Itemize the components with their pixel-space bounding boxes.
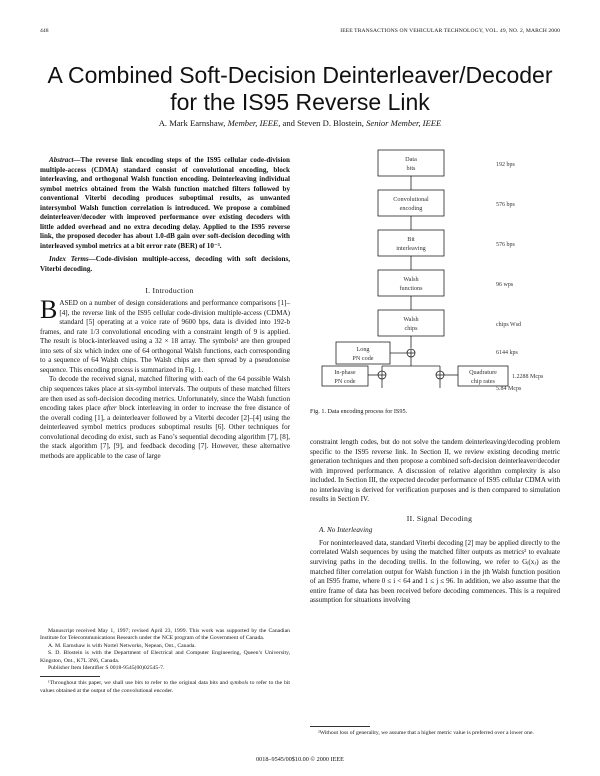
block-walsh-fn-label-2: functions: [399, 285, 423, 292]
intro-p2-emphasis: after: [103, 404, 117, 413]
fn1-part-c: to refer to the bit values obtained at the output of the convolutional encoder.: [40, 680, 290, 694]
title-line-1: A Combined Soft-Decision Deinterleaver/Decoder: [47, 62, 553, 88]
author-1: A. Mark Earnshaw,: [158, 118, 226, 128]
long-pn-label-2: PN code: [352, 355, 374, 362]
footnote-earnshaw: A. M. Earnshaw is with Nortel Networks, Nepean, Ont., Canada.: [48, 642, 196, 649]
fn1-symbols: symbols: [229, 680, 249, 687]
block-data-bits: [378, 150, 444, 176]
author-1-role: Member, IEEE,: [227, 118, 281, 128]
quad-label-2: chip rates: [471, 378, 495, 385]
block-interleave-label-2: interleaving: [396, 245, 426, 252]
block-conv-label-1: Convolutional: [393, 196, 429, 203]
footnote-1: [40, 680, 290, 695]
right-paragraph-3: For noninterleaved data, standard Viterbi decoding [2] may be applied directly to the correlated Walsh sequences by using the matched filter outputs as metrics² to evaluate surviving paths in the decoding trellis. In the following, we refer to Gᵢ(xⱼ) as the matched filter correlation output for Walsh function i in the jth Walsh function position of an IS95 frame, where 0 ≤ i < 64 and 1 ≤ j ≤ 96. In addition, we also assume that the entire frame of data has been received before decoding commences. This is a required assumption for situations involving: [310, 538, 560, 605]
rate-long-pn: 6144 kps: [496, 350, 518, 356]
section-2-heading: II. Signal Decoding: [406, 513, 473, 523]
rate-conv: 576 bps: [496, 202, 515, 208]
section-1-heading: I. Introduction: [145, 285, 194, 295]
author-2-role: Senior Member, IEEE: [366, 118, 442, 128]
footnote-manuscript: Manuscript received May 1, 1997; revised April 23, 1999. This work was supported by the Canadian Institute for Telecommunications Research under the NCE program of the Government of Canada.: [40, 628, 290, 642]
index-terms: [40, 255, 290, 274]
block-walsh-chips: [378, 310, 444, 336]
paper-title: [40, 62, 560, 116]
page-number: 448: [40, 28, 49, 34]
title-line-2: for the IS95 Reverse Link: [170, 89, 430, 115]
author-line: [40, 118, 560, 128]
block-walsh-functions: [378, 270, 444, 296]
figure-1-caption: Fig. 1. Data encoding process for IS95.: [310, 408, 408, 415]
subsection-a-heading: A. No Interleaving: [319, 526, 373, 535]
footnote-blostein: S. D. Blostein is with the Department of Electrical and Computer Engineering, Queen’s University, Kingston, Ont., K7L 3N6, Canada.: [40, 650, 290, 664]
rate-walsh-chips: chips Wsd: [496, 322, 522, 328]
intro-paragraph-1: [40, 295, 290, 375]
left-column: [40, 156, 290, 461]
intro-p2-text-a: To decode the received signal, matched filtering with each of the 64 possible Walsh chip sequences takes place at six-symbol intervals. The outputs of these matched filters are then used as soft-decision decoding metrics. Unfortunately, since the Walsh function encoding takes place: [40, 375, 291, 413]
left-footnotes: [40, 628, 290, 695]
footnote-2: ²Without loss of generality, we assume that a higher metric value is preferred over a lower one.: [318, 730, 534, 736]
fn1-bits: bits: [134, 680, 143, 687]
fn1-part-a: ¹Throughout this paper, we shall use: [48, 680, 135, 687]
right-column: [310, 438, 560, 606]
rate-data-bits: 192 bps: [496, 162, 515, 168]
abstract-label: Abstract—: [49, 156, 81, 164]
rate-walsh-fn: 96 wps: [496, 282, 514, 288]
inphase-label-1: In-phase: [334, 369, 356, 376]
rate-interleave: 576 bps: [496, 242, 515, 248]
right-paragraph-continued: constraint length codes, but do not solve the tandem deinterleaving/decoding problem specific to the IS95 reverse link. In Section II, we review existing decoding metric generation techniques and then propose a combined soft-decision deinterleaver/decoder with improved performance. A discussion of relative algorithm complexity is also included. In Section III, the expected decoder performance of IS95 cellular CDMA with no interleaving is derived for verification purposes and is then compared to simulation results in Section IV.: [310, 438, 560, 504]
rate-output: 5.84 Mcps: [496, 386, 522, 392]
abstract: [40, 156, 290, 251]
page-footer: 0018–9545/00$10.00 © 2000 IEEE: [256, 756, 344, 763]
block-data-bits-label-1: Data: [405, 156, 417, 163]
block-bit-interleaving: [378, 230, 444, 256]
author-and: and: [282, 118, 295, 128]
block-conv-label-2: encoding: [399, 205, 423, 212]
author-2: Steven D. Blostein,: [297, 118, 364, 128]
intro-p2-text-b: block interleaving in order to increase the free distance of the overall coding [1], a deinterleaver followed by a Viterbi decoder [2]–[4] using the deinterleaved symbol metrics produces suboptimal results [6]. Other techniques for convolutional decoding do exist, such as Fano’s sequential decoding algorithm [7], [8], the stack algorithm [7], [9], and feedback decoding [7]. However, these alternative methods are applicable to the case of large: [40, 404, 290, 460]
quad-label-1: Quadrature: [469, 369, 497, 376]
inphase-label-2: PN code: [334, 378, 356, 385]
block-walsh-fn-label-1: Walsh: [403, 276, 419, 283]
intro-paragraph-2: [40, 375, 290, 461]
abstract-text: The reverse link encoding steps of the IS95 cellular code-division multiple-access (CDMA) standard consist of convolutional encoding, block interleaving, and orthogonal Walsh function encoding. Deinterleaving individual symbol metrics obtained from the Walsh function matched filters followed by conventional Viterbi decoding produces suboptimal results, as unwanted intersymbol Walsh function correlation is introduced. We propose a combined deinterleaver/decoder with improved performance over existing decoders with little added overhead and no extra decoding delay. Applied to the IS95 reverse link, the proposed decoder has about 1.0-dB gain over soft-decision decoding with interleaved symbol metrics at a bit error rate (BER) of 10⁻³.: [40, 156, 290, 250]
right-footnote-rule: [310, 726, 370, 727]
running-header: IEEE TRANSACTIONS ON VEHICULAR TECHNOLOGY, VOL. 49, NO. 2, MARCH 2000: [340, 28, 560, 34]
fn1-part-b: to refer to the original data bits and: [142, 680, 230, 687]
drop-cap: B: [40, 295, 58, 325]
intro-p1-text: ASED on a number of design considerations and performance comparisons [1]–[4], the reverse link of the IS95 cellular code-division multiple-access (CDMA) standard [5] operating at a voice rate of 9600 bps, data is divided into 192-b frames, and rate 1/3 convolutional encoding with a constraint length of 9 is applied. The result is block-interleaved using a 32 × 18 array. The symbols¹ are then grouped into sets of six which index one of 64 orthogonal Walsh functions, each corresponding to a sequence of 64 Walsh chips. The Walsh chips are then spread by a pseudonoise sequence. This encoding process is summarized in Fig. 1.: [40, 299, 290, 374]
block-interleave-label-1: Bit: [407, 236, 415, 243]
index-terms-label: Index Terms—: [49, 255, 96, 264]
rate-chip: 1.2288 Mcps: [512, 374, 544, 380]
figure-1-diagram: [300, 148, 560, 396]
block-walsh-chips-label-2: chips: [404, 325, 418, 332]
index-terms-text: Code-division multiple-access, decoding with soft decisions, Viterbi decoding.: [40, 255, 290, 274]
block-data-bits-label-2: bits: [406, 165, 416, 172]
footnote-rule: [40, 676, 100, 677]
right-footnotes: [310, 726, 560, 737]
block-conv-encoding: [378, 190, 444, 216]
long-pn-label-1: Long: [356, 346, 370, 353]
footnote-pii: Publisher Item Identifier S 0018-9545(00)02545-7.: [48, 665, 165, 672]
block-walsh-chips-label-1: Walsh: [403, 316, 419, 323]
